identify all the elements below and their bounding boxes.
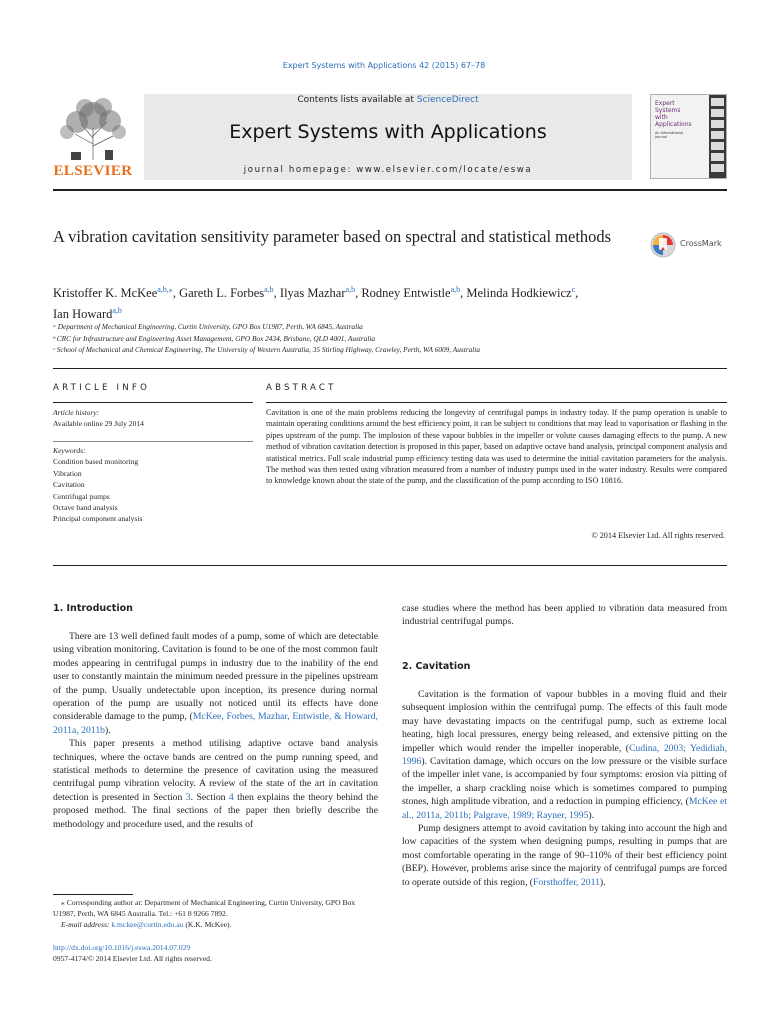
paragraph: case studies where the method has been applied to vibration data measured from industrial centrifugal pumps.	[402, 603, 727, 628]
keyword-item: Cavitation	[53, 480, 85, 490]
affiliation-c: ᶜ School of Mechanical and Chemical Engineering, The University of Western Australia, 35 Stirling Highway, Crawley, Perth, WA 6009, Australia	[53, 345, 480, 354]
email-suffix: (K.K. McKee).	[183, 920, 232, 930]
section-link[interactable]: 3	[185, 791, 191, 803]
journal-cover-thumbnail	[650, 94, 727, 179]
text-run: Pump designers attempt to avoid cavitation by taking into account the high and low capacities of the system when designing pumps, resulting in pumps that are most comfortable operating in the range of 90–110% of their best efficiency point (BEP). However, problems arise since the majority of centrifugal pumps are forced to operate outside of this region, (	[402, 823, 727, 888]
journal-homepage[interactable]: journal homepage: www.elsevier.com/locate/eswa	[243, 165, 533, 175]
abstract-heading: ABSTRACT	[266, 383, 337, 393]
sciencedirect-link[interactable]: ScienceDirect	[416, 95, 479, 105]
paragraph	[402, 688, 727, 822]
author-name: Kristoffer K. McKee	[53, 286, 158, 301]
text-run: ).	[599, 876, 606, 888]
crossmark-icon	[650, 232, 676, 258]
article-info-rule	[53, 402, 253, 403]
corresponding-author-note: ⁎ Corresponding author at: Department of Mechanical Engineering, Curtin University, GPO Box U1987, Perth, WA 6845 Australia. Tel.: +61 8 9266 7892.	[53, 898, 356, 919]
section-rule	[53, 368, 727, 369]
article-title: A vibration cavitation sensitivity parameter based on spectral and statistical methods	[53, 227, 612, 246]
issn-line: 0957-4174/© 2014 Elsevier Ltd. All rights reserved.	[53, 954, 212, 963]
author-affiliation-marker[interactable]: c	[571, 285, 576, 294]
footnote	[53, 897, 378, 931]
affiliations	[53, 321, 733, 356]
cover-title-line: with	[655, 114, 668, 121]
cover-icon-strip	[709, 95, 726, 178]
affiliation-b: ᵇ CRC for Infrastructure and Engineering Asset Management, GPO Box 2434, Brisbane, QLD 4001, Australia	[53, 333, 376, 343]
keyword-item: Centrifugal pumps	[53, 491, 110, 501]
email-label: E-mail address:	[61, 920, 112, 930]
author-separator: ,	[172, 286, 180, 301]
citation-link[interactable]: McKee et al., 2011a, 2011b; Palgrave, 1989; Rayner, 1995	[402, 796, 727, 821]
author-name: Ian Howard	[53, 307, 113, 322]
citation-link[interactable]: McKee, Forbes, Mazhar, Entwistle, & Howard, 2011a, 2011b	[53, 711, 378, 736]
contents-prefix: Contents lists available at	[297, 95, 417, 105]
contents-line	[144, 95, 632, 105]
cover-title-line: Expert	[655, 100, 675, 107]
article-history	[53, 407, 253, 429]
cover-subtitle: An International Journal	[655, 131, 684, 139]
text-run: . Section	[190, 791, 229, 803]
author-name: Gareth L. Forbes	[179, 286, 265, 301]
elsevier-tree-logo	[53, 94, 133, 162]
author-list	[53, 281, 733, 323]
keyword-item: Condition based monitoring	[53, 457, 139, 467]
history-rule	[53, 441, 253, 442]
email-line	[53, 919, 378, 930]
article-info-heading: ARTICLE INFO	[53, 383, 151, 393]
keywords-label: Keywords:	[53, 446, 86, 455]
elsevier-wordmark: ELSEVIER	[53, 163, 133, 179]
text-run: There are 13 well defined fault modes of a pump, some of which are detectable using vibration monitoring. Cavitation is found to be one of the most common fault modes appearing in centrifugal pumps in industry due to the inability of the end user to constantly maintain the minimum needed pressure in the pipelines upstream of the pump. Usually undetectable upon inception, its presence during normal operation of the pump are usually not noticed until its effects have done considerable damage to the pump, (	[53, 631, 378, 723]
author-separator: ,	[355, 286, 362, 301]
author-separator: ,	[273, 286, 280, 301]
abstract-copyright: © 2014 Elsevier Ltd. All rights reserved.	[591, 531, 725, 540]
citation-link[interactable]: Forsthoffer, 2011	[533, 876, 600, 888]
doi-link[interactable]: http://dx.doi.org/10.1016/j.eswa.2014.07.029	[53, 943, 191, 952]
author-affiliation-marker[interactable]: a,b	[112, 306, 122, 316]
section-link[interactable]: 4	[228, 791, 234, 803]
paragraph	[402, 822, 727, 889]
text-run: ).	[588, 809, 595, 821]
keyword-item: Principal component analysis	[53, 514, 143, 524]
crossmark-label: CrossMark	[680, 239, 722, 248]
cover-title-line: Applications	[655, 121, 692, 128]
keyword-item: Vibration	[53, 468, 82, 478]
abstract-text: Cavitation is one of the main problems reducing the longevity of centrifugal pumps in industry today. If the pump operation is unable to maintain operating conditions around the best efficiency point, it can be subject to conditions that may lead to vaporisation or flashing in the pipes upstream of the pump. The implosion of these vapour bubbles in the impeller or volute causes damaging effects to the pump. A new method of vibration cavitation detection is proposed in this paper, based on adaptive octave band analysis, principal component analysis and statistical metrics. Full scale industrial pump efficiency testing data was used to determine the initial cavitation parameters for the analysis. The method was then tested using vibration measured from a number of industry pumps used in the water industry. Results were compared to knowledge known about the state of the pump, and the classification of the pump according to ISO 10816.	[266, 408, 727, 486]
email-link[interactable]: k.mckee@curtin.edu.au	[111, 920, 184, 930]
text-run: This paper presents a method utilising adaptive octave band analysis techniques, where the octave bands are centred on the pump running speed, and statistical methods to determine the presence of cavitation using the measured centrifugal pump vibration velocity. A review of the state of the art in cavitation detection is presented in Section	[53, 738, 378, 803]
history-label: Article history:	[53, 408, 100, 417]
cavitation-text	[402, 688, 727, 889]
footnote-rule	[53, 894, 133, 895]
text-run: ).	[105, 724, 111, 736]
paragraph	[53, 630, 378, 737]
author-name: Ilyas Mazhar	[279, 286, 346, 301]
keywords-block	[53, 445, 253, 525]
author-name: Melinda Hodkiewicz	[466, 286, 572, 301]
author-affiliation-marker[interactable]: a,b	[345, 285, 356, 294]
author-affiliation-marker[interactable]: a,b,⁎	[157, 285, 173, 294]
header-rule	[53, 189, 727, 191]
introduction-continued	[402, 602, 727, 629]
body-rule	[53, 565, 727, 566]
crossmark-badge[interactable]	[650, 230, 730, 260]
cavitation-heading: 2. Cavitation	[402, 661, 471, 672]
journal-name: Expert Systems with Applications	[229, 121, 547, 143]
affiliation-a: ᵃ Department of Mechanical Engineering, Curtin University, GPO Box U1987, Perth, WA 6845, Australia	[53, 322, 363, 331]
text-run: then explains the theory behind the proposed method. The final sections of the paper then briefly describe the methodology and procedure used, and the results of	[53, 791, 379, 830]
citation-link[interactable]: Cudina, 2003; Yedidiah, 1996	[402, 742, 727, 768]
cover-title-line: Systems	[655, 107, 681, 114]
author-separator: ,	[575, 286, 579, 301]
introduction-text	[53, 630, 378, 831]
text-run: ). Cavitation damage, which occurs on the low pressure or the visible surface of the impeller inlet vane, is accompanied by four symptoms: erosion via pitting of the impeller, a sharp crackling noise which is sometimes compared to pumping stones, high amplitude vibration, and a reduction in pumping efficiency, (	[402, 756, 727, 808]
author-name: Rodney Entwistle	[361, 286, 451, 301]
author-affiliation-marker[interactable]: a,b	[450, 285, 461, 294]
introduction-heading: 1. Introduction	[53, 603, 133, 614]
author-separator: ,	[460, 286, 467, 301]
text-run: Cavitation is the formation of vapour bubbles in a moving fluid and their subsequent implosion within the centrifugal pump. The effects of this fault mode may have devastating impacts on the centrifugal pump, such as extreme local heating, high local pressures, energy being released, and extensive pitting on the impeller which would render the impeller inoperable, (	[402, 689, 727, 754]
journal-citation[interactable]: Expert Systems with Applications 42 (2015) 67–78	[282, 61, 486, 70]
paragraph	[53, 737, 378, 831]
abstract-rule	[266, 402, 727, 403]
keyword-item: Octave band analysis	[53, 503, 118, 513]
history-value: Available online 29 July 2014	[53, 419, 144, 428]
author-affiliation-marker[interactable]: a,b	[264, 285, 274, 294]
